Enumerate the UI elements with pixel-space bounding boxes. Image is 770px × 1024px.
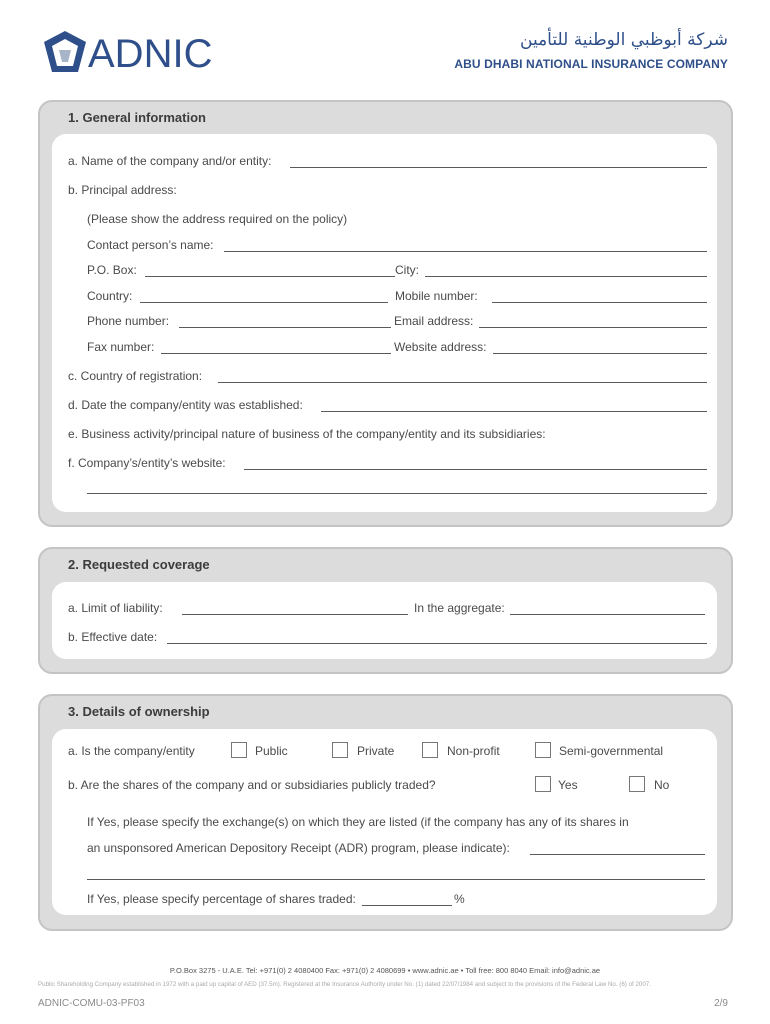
percent-sign: % — [454, 892, 465, 906]
percentage-input[interactable] — [362, 905, 452, 906]
email-input[interactable] — [479, 327, 707, 328]
field-label: Fax number: — [87, 340, 155, 354]
field-company-website — [52, 456, 717, 472]
yes-label: Yes — [558, 778, 578, 792]
company-name-arabic: شركة أبوظبي الوطنية للتأمين — [520, 30, 728, 50]
private-checkbox[interactable] — [332, 742, 348, 758]
section-details-of-ownership — [38, 694, 733, 931]
section-title: 3. Details of ownership — [68, 704, 210, 719]
field-company-website-line2 — [52, 480, 717, 496]
field-label: b. Principal address: — [68, 183, 177, 197]
field-label: b. Are the shares of the company and or subsidiaries publicly traded? — [68, 778, 436, 792]
section-requested-coverage — [38, 547, 733, 674]
exchanges-input-line2[interactable] — [87, 879, 705, 880]
section-title: 2. Requested coverage — [68, 557, 210, 572]
address-note — [52, 212, 717, 228]
field-po-box-city — [52, 263, 717, 279]
exchanges-input[interactable] — [530, 854, 705, 855]
exchange-instructions — [52, 815, 717, 831]
field-country-mobile — [52, 289, 717, 305]
no-label: No — [654, 778, 670, 792]
po-box-input[interactable] — [145, 276, 395, 277]
fax-input[interactable] — [161, 353, 391, 354]
field-publicly-traded — [52, 778, 717, 794]
public-label: Public — [255, 744, 288, 758]
field-label: a. Is the company/entity — [68, 744, 195, 758]
country-registration-input[interactable] — [218, 382, 707, 383]
field-date-established — [52, 398, 717, 414]
limit-of-liability-input[interactable] — [182, 614, 408, 615]
website-address-input[interactable] — [493, 353, 707, 354]
note-text: (Please show the address required on the policy) — [87, 212, 348, 226]
instruction-text: If Yes, please specify the exchange(s) on which they are listed (if the company has any of its shares in — [87, 815, 629, 829]
field-company-name — [52, 154, 717, 170]
contact-person-input[interactable] — [224, 251, 707, 252]
field-label: d. Date the company/entity was established: — [68, 398, 303, 412]
field-exchanges — [52, 841, 717, 857]
field-label: f. Company’s/entity’s website: — [68, 456, 226, 470]
semi-governmental-label: Semi-governmental — [559, 744, 664, 758]
page-header — [0, 0, 770, 90]
field-country-registration — [52, 369, 717, 385]
company-name: ABU DHABI NATIONAL INSURANCE COMPANY — [454, 57, 728, 71]
company-website-input-line2[interactable] — [87, 493, 707, 494]
public-checkbox[interactable] — [231, 742, 247, 758]
field-label: Email address: — [394, 314, 474, 328]
page-number: 2/9 — [714, 998, 728, 1009]
adnic-logo-icon — [40, 28, 90, 78]
no-checkbox[interactable] — [629, 776, 645, 792]
date-established-input[interactable] — [321, 411, 707, 412]
non-profit-label: Non-profit — [447, 744, 500, 758]
company-name-input[interactable] — [290, 167, 707, 168]
field-label: In the aggregate: — [414, 601, 505, 615]
field-label: P.O. Box: — [87, 263, 137, 277]
city-input[interactable] — [425, 276, 707, 277]
field-label: Website address: — [394, 340, 487, 354]
field-label: b. Effective date: — [68, 630, 158, 644]
field-label: Contact person’s name: — [87, 238, 214, 252]
field-label: Country: — [87, 289, 133, 303]
field-label: City: — [395, 263, 419, 277]
field-contact-person — [52, 238, 717, 254]
section-content — [52, 582, 717, 659]
field-fax-website — [52, 340, 717, 356]
footer-legal: Public Shareholding Company established in 1972 with a paid up capital of AED (37.5m). Registered at the Insurance Authority under No. (1) dated 22/07/1984 and subject to the provisions of the Federal Law No. (6) of 2007. — [38, 981, 651, 988]
field-label: e. Business activity/principal nature of business of the company/entity and its subsidiaries: — [68, 427, 546, 441]
logo-wordmark: ADNIC — [88, 32, 213, 76]
field-percentage-traded — [52, 892, 717, 908]
section-title: 1. General information — [68, 110, 206, 125]
yes-checkbox[interactable] — [535, 776, 551, 792]
form-code: ADNIC-COMU-03-PF03 — [38, 998, 145, 1009]
effective-date-input[interactable] — [167, 643, 707, 644]
field-label: Phone number: — [87, 314, 170, 328]
field-business-activity — [52, 427, 717, 443]
company-website-input[interactable] — [244, 469, 707, 470]
phone-input[interactable] — [179, 327, 391, 328]
field-label: Mobile number: — [395, 289, 478, 303]
field-exchanges-line2 — [52, 866, 717, 882]
field-effective-date — [52, 630, 717, 646]
section-content — [52, 134, 717, 512]
field-phone-email — [52, 314, 717, 330]
private-label: Private — [357, 744, 395, 758]
section-general-information — [38, 100, 733, 527]
footer-contact: P.O.Box 3275 - U.A.E. Tel: +971(0) 2 4080400 Fax: +971(0) 2 4080699 • www.adnic.ae • Toll free: 800 8040 Email: info@adnic.ae — [169, 966, 601, 975]
field-principal-address — [52, 183, 717, 199]
semi-governmental-checkbox[interactable] — [535, 742, 551, 758]
section-content — [52, 729, 717, 915]
non-profit-checkbox[interactable] — [422, 742, 438, 758]
field-label: a. Name of the company and/or entity: — [68, 154, 272, 168]
field-limit-of-liability — [52, 601, 717, 617]
aggregate-input[interactable] — [510, 614, 705, 615]
instruction-text: an unsponsored American Depository Receipt (ADR) program, please indicate): — [87, 841, 510, 855]
field-label: If Yes, please specify percentage of shares traded: — [87, 892, 356, 906]
field-label: a. Limit of liability: — [68, 601, 163, 615]
field-label: c. Country of registration: — [68, 369, 203, 383]
mobile-input[interactable] — [492, 302, 707, 303]
country-input[interactable] — [140, 302, 388, 303]
